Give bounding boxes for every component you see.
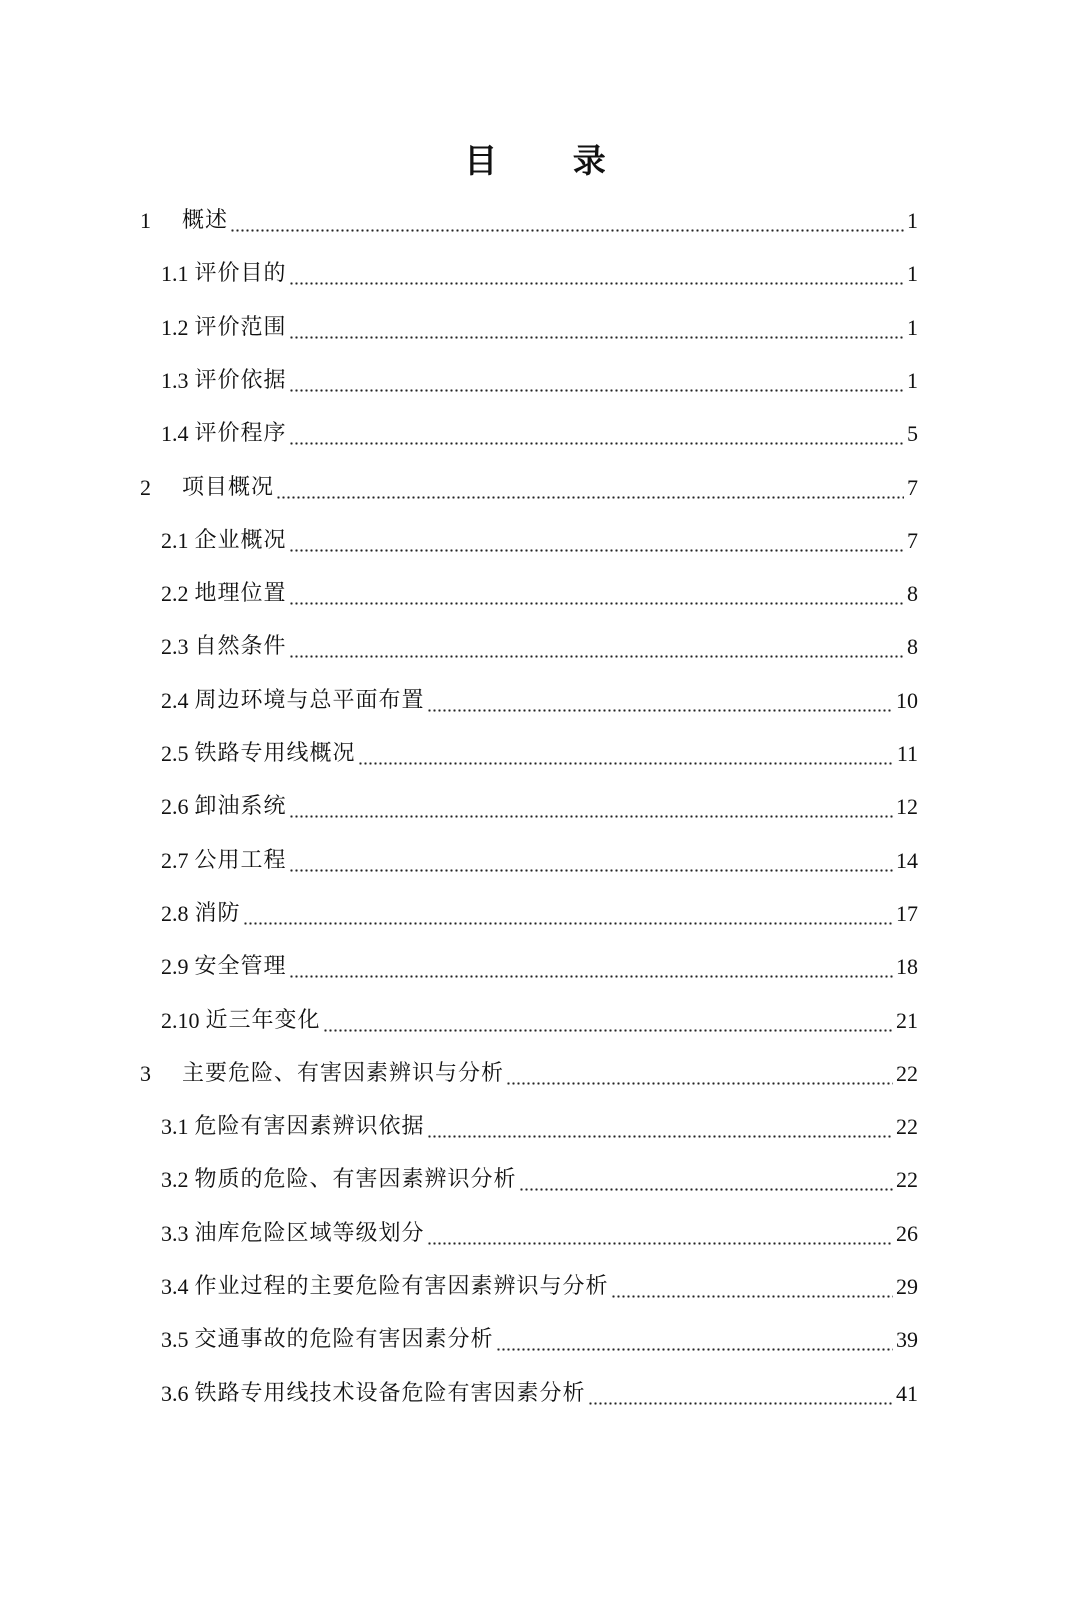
toc-entry[interactable]: [161, 249, 918, 289]
toc-dot-leader: [289, 846, 893, 876]
toc-entry-title: 近三年变化: [205, 1008, 321, 1033]
toc-entry-title: 自然条件: [194, 634, 287, 659]
toc-entry[interactable]: [140, 463, 918, 503]
toc-entry-page-number: 14: [896, 848, 918, 873]
toc-entry-title: 评价依据: [194, 368, 287, 393]
toc-entry-page-number: 11: [896, 741, 918, 766]
toc-entry-number: 3.2: [161, 1167, 189, 1192]
toc-entry-page-number: 7: [907, 475, 918, 500]
toc-dot-leader: [289, 526, 904, 556]
toc-entry-title: 安全管理: [194, 954, 287, 979]
toc-entry-title: 评价目的: [194, 261, 287, 286]
toc-entry-number: 1.2: [161, 315, 189, 340]
toc-entry[interactable]: [161, 1315, 918, 1355]
toc-entry-title: 企业概况: [194, 528, 287, 553]
toc-dot-leader: [588, 1379, 893, 1409]
toc-entry-title: 评价范围: [194, 315, 287, 340]
toc-entry[interactable]: [161, 1369, 918, 1409]
toc-dot-leader: [496, 1325, 893, 1355]
toc-entry-page-number: 22: [896, 1061, 918, 1086]
toc-entry-page-number: 1: [907, 261, 918, 286]
toc-entry-title: 概述: [182, 208, 229, 233]
toc-dot-leader: [289, 259, 904, 289]
toc-entry-number: 2.3: [161, 634, 189, 659]
toc-entry-title: 危险有害因素辨识依据: [194, 1114, 425, 1139]
toc-dot-leader: [289, 952, 893, 982]
toc-entry-title: 项目概况: [182, 475, 275, 500]
toc-entry[interactable]: [161, 409, 918, 449]
toc-dot-leader: [519, 1165, 893, 1195]
toc-dot-leader: [230, 206, 904, 236]
toc-entry-page-number: 22: [896, 1167, 918, 1192]
toc-dot-leader: [358, 739, 894, 769]
toc-entry-title: 作业过程的主要危险有害因素辨识与分析: [194, 1274, 609, 1299]
toc-entry-page-number: 26: [896, 1221, 918, 1246]
toc-entry-number: 2.4: [161, 688, 189, 713]
toc-entry[interactable]: [161, 569, 918, 609]
toc-entry[interactable]: [161, 1102, 918, 1142]
toc-entry-page-number: 5: [907, 421, 918, 446]
toc-dot-leader: [427, 1219, 893, 1249]
toc-entry-page-number: 18: [896, 954, 918, 979]
toc-entry-title: 消防: [194, 901, 241, 926]
toc-entry-page-number: 7: [907, 528, 918, 553]
toc-entry[interactable]: [161, 889, 918, 929]
toc-entry-page-number: 41: [896, 1381, 918, 1406]
toc-dot-leader: [276, 473, 904, 503]
toc-entry-number: 2.7: [161, 848, 189, 873]
toc-dot-leader: [506, 1059, 893, 1089]
toc-entry[interactable]: [161, 303, 918, 343]
toc-entry[interactable]: [161, 622, 918, 662]
toc-entry-number: 3.5: [161, 1327, 189, 1352]
toc-entry-number: 1.3: [161, 368, 189, 393]
toc-entry[interactable]: [161, 1209, 918, 1249]
toc-entry-number: 1.1: [161, 261, 189, 286]
toc-dot-leader: [289, 366, 904, 396]
toc-entry-title: 铁路专用线概况: [194, 741, 356, 766]
toc-entry-title: 物质的危险、有害因素辨识分析: [194, 1167, 517, 1192]
toc-entry-number: 3.6: [161, 1381, 189, 1406]
toc-dot-leader: [289, 792, 893, 822]
toc-entry-title: 地理位置: [194, 581, 287, 606]
toc-entry[interactable]: [161, 942, 918, 982]
toc-entry-title: 周边环境与总平面布置: [194, 688, 425, 713]
toc-dot-leader: [243, 899, 893, 929]
toc-entry-number: 1: [140, 208, 151, 233]
toc-entry-page-number: 17: [896, 901, 918, 926]
toc-entry-number: 2.5: [161, 741, 189, 766]
toc-dot-leader: [289, 579, 904, 609]
toc-entry-title: 铁路专用线技术设备危险有害因素分析: [194, 1381, 586, 1406]
toc-entry[interactable]: [161, 1262, 918, 1302]
toc-entry-number: 2.1: [161, 528, 189, 553]
toc-entry[interactable]: [161, 516, 918, 556]
toc-entry-page-number: 8: [907, 581, 918, 606]
toc-entry[interactable]: [161, 356, 918, 396]
toc-entry-title: 主要危险、有害因素辨识与分析: [182, 1061, 505, 1086]
toc-entry-number: 2.10: [161, 1008, 200, 1033]
toc-entry-number: 2.9: [161, 954, 189, 979]
toc-dot-leader: [289, 313, 904, 343]
toc-entry-number: 2.2: [161, 581, 189, 606]
toc-entry[interactable]: [140, 1049, 918, 1089]
toc-entry-title: 评价程序: [194, 421, 287, 446]
toc-dot-leader: [611, 1272, 893, 1302]
toc-entry[interactable]: [140, 196, 918, 236]
toc-dot-leader: [323, 1006, 893, 1036]
toc-entry-number: 2: [140, 475, 151, 500]
toc-dot-leader: [289, 419, 904, 449]
toc-entry-page-number: 1: [907, 208, 918, 233]
toc-entry-page-number: 21: [896, 1008, 918, 1033]
toc-entry-page-number: 29: [896, 1274, 918, 1299]
toc-entry[interactable]: [161, 729, 918, 769]
toc-entry[interactable]: [161, 836, 918, 876]
toc-entry-number: 3.3: [161, 1221, 189, 1246]
toc-entry-page-number: 10: [896, 688, 918, 713]
toc-entry-number: 2.8: [161, 901, 189, 926]
toc-entry[interactable]: [161, 676, 918, 716]
toc-entry-title: 油库危险区域等级划分: [194, 1221, 425, 1246]
toc-entry-number: 3: [140, 1061, 151, 1086]
toc-entry-page-number: 22: [896, 1114, 918, 1139]
toc-entry-title: 卸油系统: [194, 794, 287, 819]
toc-entry-title: 公用工程: [194, 848, 287, 873]
toc-entry-page-number: 1: [907, 315, 918, 340]
toc-entry-number: 3.1: [161, 1114, 189, 1139]
toc-dot-leader: [289, 632, 904, 662]
toc-title: 目 录: [464, 141, 638, 180]
toc-entry-number: 2.6: [161, 794, 189, 819]
toc-entry-page-number: 12: [896, 794, 918, 819]
toc-entry-page-number: 39: [896, 1327, 918, 1352]
toc-entry-number: 1.4: [161, 421, 189, 446]
toc-entry-page-number: 8: [907, 634, 918, 659]
toc-entry[interactable]: [161, 782, 918, 822]
toc-entry-page-number: 1: [907, 368, 918, 393]
toc-dot-leader: [427, 686, 893, 716]
toc-dot-leader: [427, 1112, 893, 1142]
toc-entry-number: 3.4: [161, 1274, 189, 1299]
toc-entry-title: 交通事故的危险有害因素分析: [194, 1327, 494, 1352]
toc-entry[interactable]: [161, 1155, 918, 1195]
toc-entry[interactable]: [161, 996, 918, 1036]
